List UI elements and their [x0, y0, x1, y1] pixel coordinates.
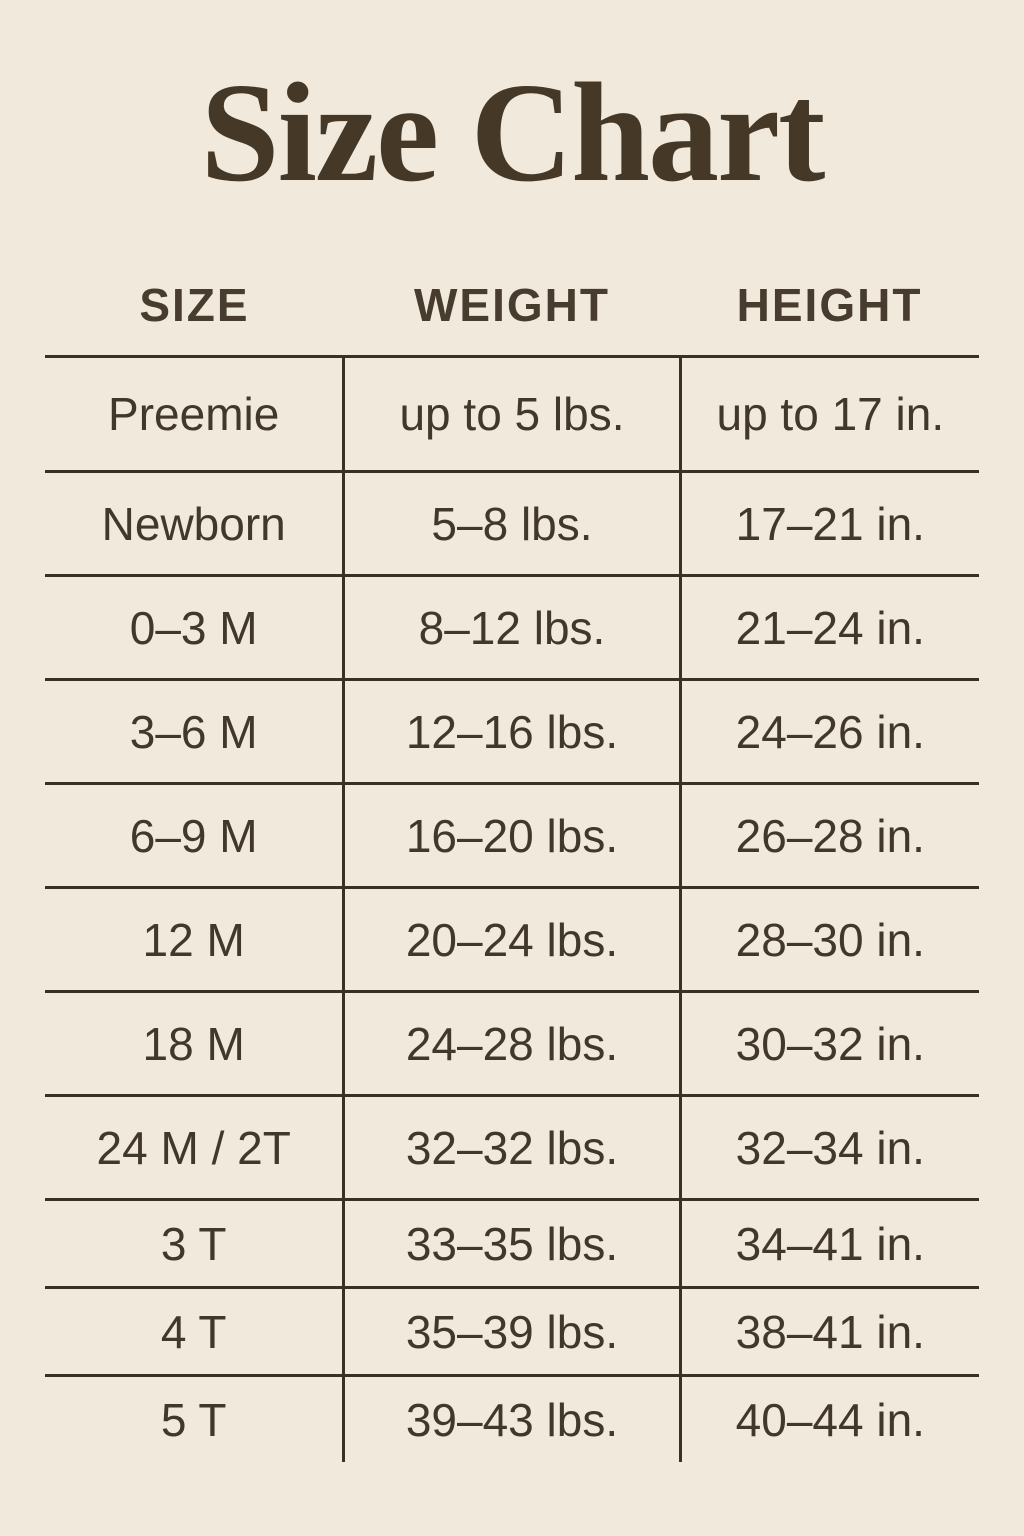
table-cell: 30–32 in. — [680, 992, 979, 1096]
table-cell: 6–9 M — [45, 784, 344, 888]
table-cell: 16–20 lbs. — [344, 784, 680, 888]
table-cell: 24 M / 2T — [45, 1096, 344, 1200]
table-cell: 8–12 lbs. — [344, 576, 680, 680]
table-cell: 12–16 lbs. — [344, 680, 680, 784]
table-cell: 32–32 lbs. — [344, 1096, 680, 1200]
table-cell: up to 5 lbs. — [344, 357, 680, 472]
table-cell: 21–24 in. — [680, 576, 979, 680]
header-cell-weight: WEIGHT — [414, 279, 610, 332]
table-cell: 34–41 in. — [680, 1200, 979, 1288]
table-cell: 40–44 in. — [680, 1376, 979, 1463]
table-row — [45, 784, 979, 888]
table-row — [45, 472, 979, 576]
table-cell: 3 T — [45, 1200, 344, 1288]
table-row — [45, 888, 979, 992]
table-cell: Newborn — [45, 472, 344, 576]
table-cell: Preemie — [45, 357, 344, 472]
size-chart-body — [45, 357, 979, 1463]
table-cell: up to 17 in. — [680, 357, 979, 472]
table-row — [45, 680, 979, 784]
table-cell: 38–41 in. — [680, 1288, 979, 1376]
table-row — [45, 1200, 979, 1288]
table-cell: 33–35 lbs. — [344, 1200, 680, 1288]
table-cell: 26–28 in. — [680, 784, 979, 888]
table-cell: 24–26 in. — [680, 680, 979, 784]
table-cell: 28–30 in. — [680, 888, 979, 992]
table-row — [45, 1288, 979, 1376]
table-cell: 3–6 M — [45, 680, 344, 784]
table-row — [45, 992, 979, 1096]
table-cell: 18 M — [45, 992, 344, 1096]
page-title: Size Chart — [200, 53, 824, 211]
size-chart-table — [45, 255, 979, 1462]
table-cell: 39–43 lbs. — [344, 1376, 680, 1463]
table-cell: 0–3 M — [45, 576, 344, 680]
header-cell-size: SIZE — [139, 279, 250, 332]
table-cell: 17–21 in. — [680, 472, 979, 576]
table-row — [45, 1376, 979, 1463]
table-cell: 5 T — [45, 1376, 344, 1463]
table-cell: 24–28 lbs. — [344, 992, 680, 1096]
table-cell: 32–34 in. — [680, 1096, 979, 1200]
table-cell: 20–24 lbs. — [344, 888, 680, 992]
table-cell: 5–8 lbs. — [344, 472, 680, 576]
table-row — [45, 357, 979, 472]
table-cell: 35–39 lbs. — [344, 1288, 680, 1376]
table-row — [45, 1096, 979, 1200]
header-row — [45, 255, 979, 357]
header-cell-height: HEIGHT — [736, 279, 923, 332]
table-cell: 4 T — [45, 1288, 344, 1376]
table-cell: 12 M — [45, 888, 344, 992]
table-header — [45, 255, 979, 357]
table-row — [45, 576, 979, 680]
